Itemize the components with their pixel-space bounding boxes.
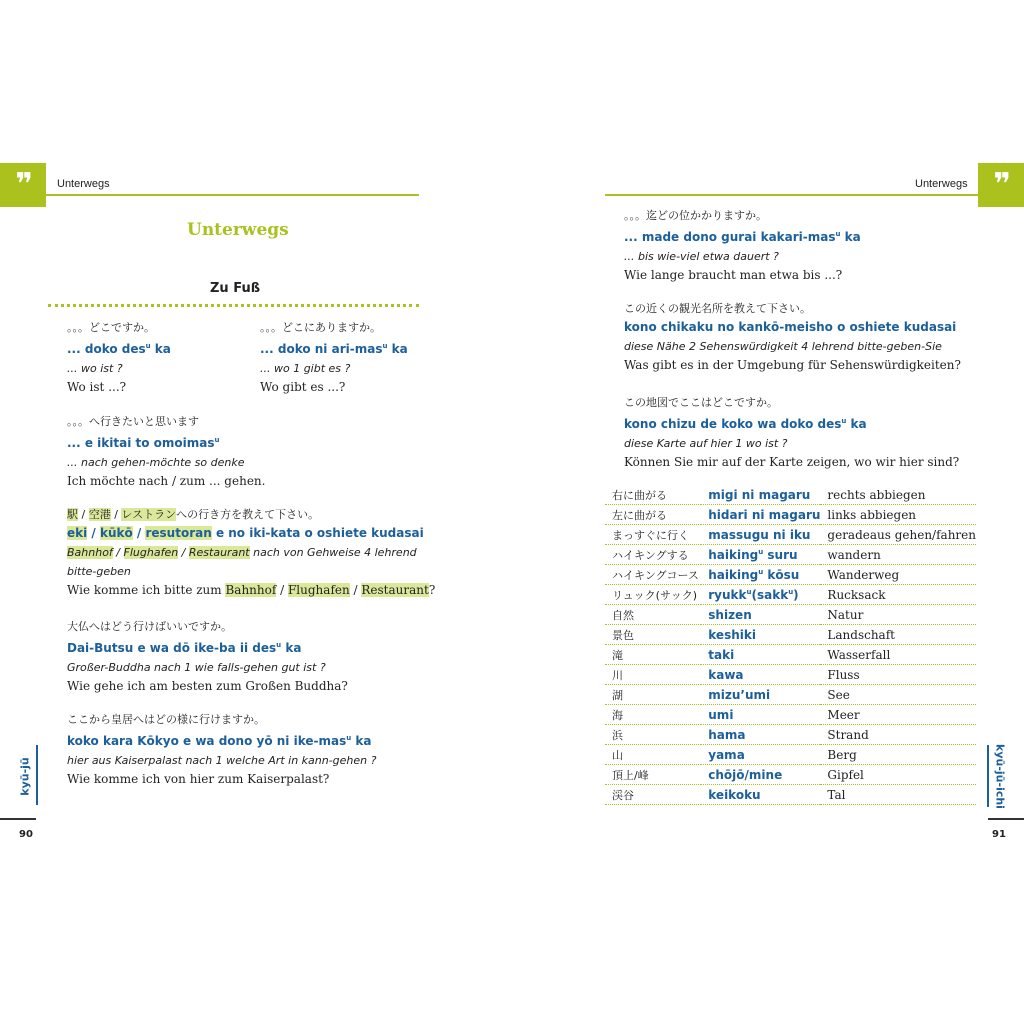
phrase-sights — [624, 299, 961, 375]
table-row: ハイキングする haiking$^u$ suru wandern — [605, 545, 976, 565]
header-rule-right — [605, 194, 978, 196]
gloss-text: diese Karte auf hier 1 wo ist ? — [624, 437, 788, 450]
phrase-want-to-go — [67, 412, 265, 491]
japanese-text: 。。。へ行きたいと思います — [67, 415, 199, 428]
page-title: Unterwegs — [187, 220, 289, 240]
gloss-text: ... wo ist ? — [67, 362, 123, 375]
running-header-right: Unterwegs — [915, 178, 968, 190]
phrase-map-location — [624, 393, 959, 472]
section-subtitle: Zu Fuß — [210, 281, 261, 296]
gloss-text: diese Nähe 2 Sehenswürdigkeit 4 lehrend bitte-geben-Sie — [624, 340, 942, 353]
table-row: リュック(サック) ryukk$^u$(sakk$^u$) Rucksack — [605, 585, 976, 605]
table-row: ハイキングコース haiking$^u$ kōsu Wanderweg — [605, 565, 976, 585]
header-rule-left — [46, 194, 419, 196]
german-text: Wie komme ich von hier zum Kaiserpalast? — [67, 772, 330, 786]
phrase-where-is — [67, 318, 171, 397]
romaji-text: koko kara Kōkyo e wa dono yō ni ike-mas$^u$ ka — [67, 734, 372, 748]
japanese-text: 大仏へはどう行けばいいですか。 — [67, 620, 232, 633]
side-page-label-right: kyū-jū-ichi — [993, 744, 1007, 809]
table-row: 頂上/峰 chōjō/mine Gipfel — [605, 765, 976, 785]
quote-icon: ❞ — [993, 167, 1009, 202]
japanese-text: 。。。どこですか。 — [67, 321, 155, 334]
dotted-divider — [48, 304, 419, 307]
romaji-text: ... doko des$^u$ ka — [67, 342, 171, 356]
japanese-text: 。。。迄どの位かかりますか。 — [624, 209, 767, 222]
table-row: 右に曲がる migi ni magaru rechts abbiegen — [605, 485, 976, 505]
german-text: Wie gehe ich am besten zum Großen Buddha? — [67, 679, 348, 693]
german-text: Ich möchte nach / zum ... gehen. — [67, 474, 266, 488]
german-text: Wie lange braucht man etwa bis ...? — [624, 268, 843, 282]
table-row: 湖 mizu’umi See — [605, 685, 976, 705]
gloss-text: ... wo 1 gibt es ? — [260, 362, 351, 375]
japanese-text: 。。。どこにありますか。 — [260, 321, 381, 334]
phrase-how-long — [624, 206, 861, 285]
table-row: 滝 taki Wasserfall — [605, 645, 976, 665]
german-text: Was gibt es in der Umgebung für Sehenswürdigkeiten? — [624, 358, 961, 372]
table-row: 景色 keshiki Landschaft — [605, 625, 976, 645]
quote-tab-right — [978, 163, 1024, 207]
table-row: 左に曲がる hidari ni magaru links abbiegen — [605, 505, 976, 525]
german-text: Wo ist ...? — [67, 380, 127, 394]
table-row: 海 umi Meer — [605, 705, 976, 725]
romaji-text: kono chizu de koko wa doko des$^u$ ka — [624, 417, 867, 431]
japanese-text: 駅 / 空港 / レストランへの行き方を教えて下さい。 — [67, 508, 320, 521]
romaji-text: ... e ikitai to omoimas$^u$ — [67, 436, 220, 450]
german-text: Wie komme ich bitte zum Bahnhof / Flughafen / Restaurant? — [67, 583, 436, 597]
gloss-text-cont: bitte-geben — [67, 565, 131, 578]
japanese-text: この地図でここはどこですか。 — [624, 396, 778, 409]
german-text: Wo gibt es ...? — [260, 380, 346, 394]
footer-rule-right — [988, 818, 1024, 820]
phrase-where-there-is — [260, 318, 408, 397]
table-row: 渓谷 keikoku Tal — [605, 785, 976, 805]
romaji-text: kono chikaku no kankō-meisho o oshiete kudasai — [624, 320, 957, 334]
gloss-text: hier aus Kaiserpalast nach 1 welche Art in kann-gehen ? — [67, 754, 377, 767]
vocabulary-table — [605, 485, 976, 805]
gloss-text: Großer-Buddha nach 1 wie falls-gehen gut ist ? — [67, 661, 326, 674]
phrase-imperial-palace — [67, 710, 376, 789]
side-tab-rule-left — [36, 745, 38, 805]
romaji-text: eki / kūkō / resutoran e no iki-kata o oshiete kudasai — [67, 526, 424, 540]
running-header-left: Unterwegs — [57, 178, 110, 190]
page-number-right: 91 — [992, 829, 1006, 840]
german-text: Können Sie mir auf der Karte zeigen, wo wir hier sind? — [624, 455, 960, 469]
romaji-text: Dai-Butsu e wa dō ike-ba ii des$^u$ ka — [67, 641, 302, 655]
romaji-text: ... made dono gurai kakari-mas$^u$ ka — [624, 230, 861, 244]
table-row: 浜 hama Strand — [605, 725, 976, 745]
table-row: 自然 shizen Natur — [605, 605, 976, 625]
table-row: まっすぐに行く massugu ni iku geradeaus gehen/fahren — [605, 525, 976, 545]
phrase-how-to-get-to — [67, 505, 435, 600]
gloss-text: ... nach gehen-möchte so denke — [67, 456, 245, 469]
footer-rule-left — [0, 818, 36, 820]
table-row: 山 yama Berg — [605, 745, 976, 765]
side-tab-rule-right — [987, 745, 989, 807]
japanese-text: ここから皇居へはどの様に行けますか。 — [67, 713, 265, 726]
table-row: 川 kawa Fluss — [605, 665, 976, 685]
romaji-text: ... doko ni ari-mas$^u$ ka — [260, 342, 408, 356]
page-number-left: 90 — [19, 829, 33, 840]
quote-icon: ❞ — [15, 167, 31, 202]
quote-tab-left — [0, 163, 46, 207]
japanese-text: この近くの観光名所を教えて下さい。 — [624, 302, 811, 315]
phrase-great-buddha — [67, 617, 348, 696]
gloss-text: ... bis wie-viel etwa dauert ? — [624, 250, 779, 263]
side-page-label-left: kyū-jū — [18, 757, 32, 796]
gloss-text: Bahnhof / Flughafen / Restaurant nach von Gehweise 4 lehrend — [67, 546, 417, 559]
